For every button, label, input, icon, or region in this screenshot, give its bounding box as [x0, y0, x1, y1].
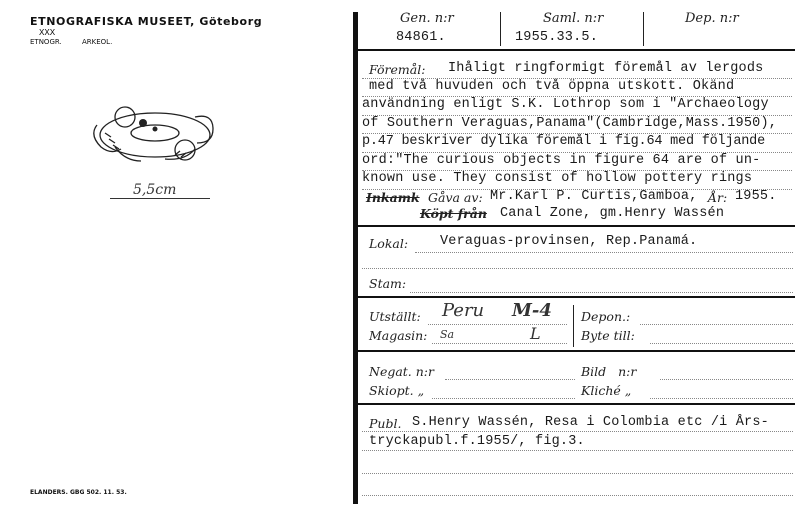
dotted-line — [362, 115, 792, 116]
dep-label: Dep. n:r — [685, 11, 739, 26]
dotted-line — [428, 324, 567, 325]
dotted-line — [362, 268, 793, 269]
rule — [358, 403, 795, 405]
year-label: År: — [708, 190, 728, 205]
magasin-extra: L — [530, 324, 541, 343]
magasin-label: Magasin: — [369, 328, 428, 343]
museum-title: ETNOGRAFISKA MUSEET, Göteborg — [30, 15, 263, 28]
scale-line — [110, 198, 210, 199]
dotted-line — [362, 96, 792, 97]
kliche-label: Kliché „ — [581, 383, 632, 398]
gen-value: 84861. — [396, 30, 446, 45]
dotted-line — [415, 252, 793, 253]
lokal-value: Veraguas-provinsen, Rep.Panamá. — [440, 234, 698, 249]
skiopt-label: Skiopt. „ — [369, 383, 425, 398]
dotted-line — [640, 324, 793, 325]
gift-label: Gåva av: — [428, 190, 483, 205]
dotted-line — [445, 379, 575, 380]
byte-label: Byte till: — [581, 328, 635, 343]
foremal-line: med två huvuden och två öppna utskott. Okänd — [369, 79, 735, 94]
saml-value: 1955.33.5. — [515, 30, 599, 45]
dotted-line — [362, 133, 792, 134]
dotted-line — [410, 292, 793, 293]
negat-label: Negat. n:r — [369, 364, 434, 379]
rule — [358, 296, 795, 298]
foremal-line: ord:"The curious objects in figure 64 are of un- — [362, 153, 761, 168]
dotted-line — [650, 398, 793, 399]
magasin-value: Sa — [440, 328, 455, 341]
dept-mark: XXX — [39, 28, 56, 38]
dotted-line — [660, 379, 793, 380]
dept-arkeol: ARKEOL. — [82, 38, 113, 46]
saml-label: Saml. n:r — [543, 11, 604, 26]
publ-label: Publ. — [369, 416, 402, 431]
scale-label: 5,5cm — [133, 182, 177, 198]
dotted-line — [650, 343, 793, 344]
dotted-line — [362, 450, 793, 451]
stam-label: Stam: — [369, 276, 407, 291]
rule — [358, 225, 795, 227]
lokal-label: Lokal: — [369, 236, 409, 251]
dotted-line — [362, 170, 792, 171]
utstallt-value: Peru — [442, 300, 485, 321]
publ-line: tryckapubl.f.1955/, fig.3. — [369, 434, 585, 449]
foremal-line: användning enligt S.K. Lothrop som i "Archaeology — [362, 97, 769, 112]
dotted-line — [362, 78, 792, 79]
foremal-line: p.47 beskriver dylika föremål i fig.64 med följande — [362, 134, 765, 149]
utstallt-extra: M-4 — [512, 300, 552, 321]
col-divider — [500, 12, 501, 46]
col-divider — [573, 305, 574, 347]
card-divider — [353, 12, 358, 504]
acquisition-struck-label: Inkamk — [366, 190, 420, 205]
object-sketch — [85, 95, 225, 175]
acquisition-line2: Canal Zone, gm.Henry Wassén — [500, 206, 725, 221]
bild-label: Bild n:r — [581, 364, 637, 379]
foremal-line: known use. They consist of hollow pottery rings — [362, 171, 753, 186]
foremal-label: Föremål: — [369, 62, 426, 77]
foremal-line: Ihåligt ringformigt föremål av lergods — [448, 61, 764, 76]
dotted-line — [362, 473, 793, 474]
depon-label: Depon.: — [581, 309, 631, 324]
printer-note: ELANDERS. GBG 502. 11. 53. — [30, 489, 127, 496]
dotted-line — [362, 152, 792, 153]
col-divider — [643, 12, 644, 46]
rule — [358, 350, 795, 352]
gift-value: Mr.Karl P. Curtis,Gamboa, — [490, 189, 698, 204]
dotted-line — [362, 495, 793, 496]
year-value: 1955. — [735, 189, 777, 204]
foremal-line: of Southern Veraguas,Panama"(Cambridge,Mass.1950), — [362, 116, 778, 131]
dotted-line — [362, 431, 793, 432]
rule — [358, 49, 795, 51]
dept-etnogr: ETNOGR. — [30, 38, 62, 46]
dotted-line — [432, 343, 567, 344]
bought-label: Köpt från — [420, 206, 487, 221]
gen-label: Gen. n:r — [400, 11, 454, 26]
dotted-line — [432, 398, 575, 399]
utstallt-label: Utställt: — [369, 309, 421, 324]
publ-line: S.Henry Wassén, Resa i Colombia etc /i Års- — [412, 415, 769, 430]
